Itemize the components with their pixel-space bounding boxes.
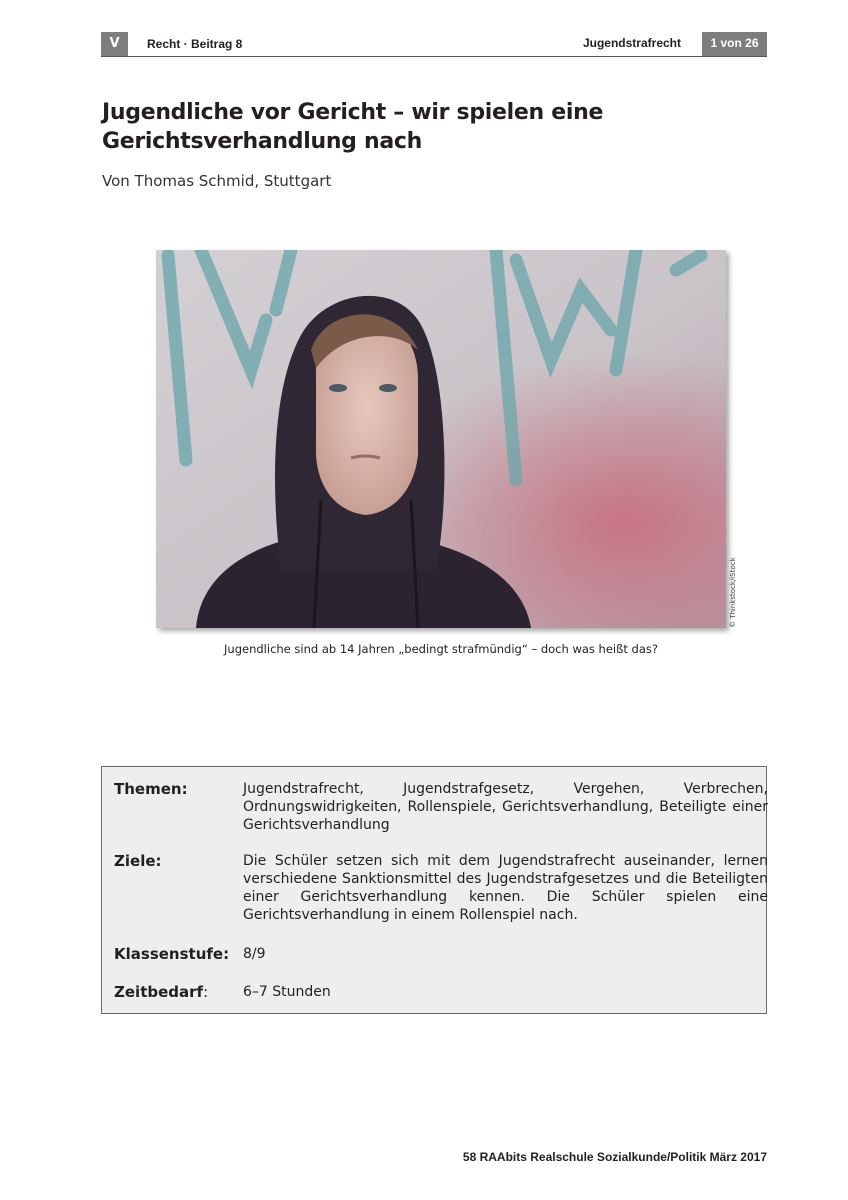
zeitbedarf-label	[114, 983, 208, 1001]
klassenstufe-label: Klassenstufe:	[114, 945, 230, 963]
info-box	[101, 766, 767, 1014]
ziele-label: Ziele:	[114, 852, 162, 870]
page-number: 1 von 26	[702, 32, 767, 56]
zeitbedarf-value: 6–7 Stunden	[243, 984, 331, 1000]
page-header	[101, 32, 767, 57]
series-label: Recht · Beitrag 8	[147, 37, 243, 51]
article-title: Jugendliche vor Gericht – wir spielen eine Gerichtsverhandlung nach	[102, 100, 604, 154]
photo-caption: Jugendliche sind ab 14 Jahren „bedingt strafmündig“ – doch was heißt das?	[224, 642, 658, 656]
article-author: Von Thomas Schmid, Stuttgart	[102, 172, 332, 190]
themen-value: Jugendstrafrecht, Jugendstrafgesetz, Vergehen, Verbrechen, Ordnungswidrigkeiten, Rollenspiele, Gerichtsverhandlung, Beteiligte einer Gerichtsverhandlung	[243, 781, 768, 833]
zeitbedarf-label-text: Zeitbedarf	[114, 983, 204, 1001]
topic-label: Jugendstrafrecht	[582, 36, 681, 50]
page-footer: 58 RAAbits Realschule Sozialkunde/Politik März 2017	[462, 1150, 767, 1164]
themen-label: Themen:	[114, 780, 188, 798]
ziele-value: Die Schüler setzen sich mit dem Jugendstrafrecht auseinander, lernen verschiedene Sanktionsmittel des Jugendstrafgesetzes und die Beteiligten einer Gerichtsverhandlung kennen. Die Schüler spielen eine Gerichtsverhandlung in einem Rollenspiel nach.	[243, 853, 768, 923]
teen-in-hoodie-image	[156, 250, 726, 628]
photo-credit: © Thinkstock/iStock	[729, 557, 737, 628]
section-badge: V	[101, 32, 128, 56]
hero-photo	[156, 250, 726, 628]
zeitbedarf-colon: :	[203, 983, 209, 1001]
klassenstufe-value: 8/9	[243, 946, 266, 962]
